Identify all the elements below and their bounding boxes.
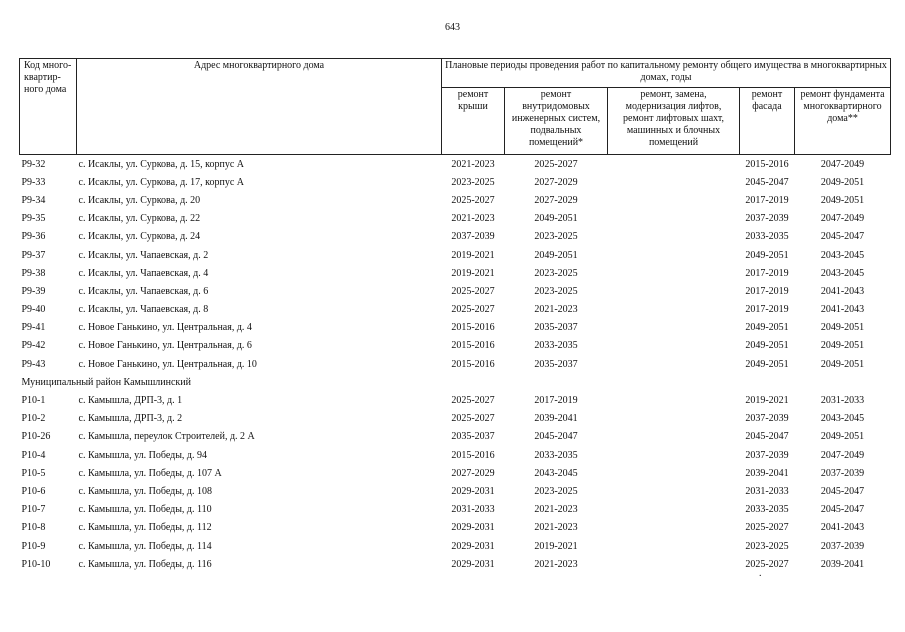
- cell-foundation: 2043-2045: [820, 267, 865, 279]
- cell-elevators: [608, 173, 740, 191]
- cell-facade: 2025-2027: [745, 558, 789, 570]
- table-row: [20, 301, 891, 319]
- cell-code: Р9-37: [21, 249, 46, 261]
- cell-engineering: 2035-2037: [534, 322, 578, 334]
- cell-address: с. Исаклы, ул. Чапаевская, д. 6: [78, 285, 209, 297]
- cell-engineering: 2045-2047: [534, 431, 578, 443]
- header-periods: Плановые периоды проведения работ по капитальному ремонту общего имущества в многоквартирных домах, годы: [442, 59, 891, 88]
- cell-address: с. Исаклы, ул. Суркова, д. 15, корпус А: [78, 158, 245, 170]
- cell-foundation: 2045-2047: [820, 504, 865, 516]
- cell-code: Р10-6: [21, 485, 46, 497]
- table-row: [20, 246, 891, 264]
- cell-address: с. Исаклы, ул. Суркова, д. 17, корпус А: [78, 176, 245, 188]
- cell-code: Р10-4: [21, 449, 46, 461]
- cell-facade: 2039-2041: [745, 467, 789, 479]
- cell-foundation: 2047-2049: [820, 158, 865, 170]
- cell-facade: 2037-2039: [745, 449, 789, 461]
- cell-engineering: 2021-2023: [534, 504, 578, 516]
- cell-code: Р10-10: [21, 558, 51, 570]
- cell-engineering: 2039-2041: [534, 413, 578, 425]
- cell-roof: 2015-2016: [451, 322, 495, 334]
- cell-address: с. Новое Ганькино, ул. Центральная, д. 10: [78, 358, 257, 370]
- cell-facade: 2049-2051: [745, 322, 789, 334]
- cell-roof: 2029-2031: [451, 485, 495, 497]
- cell-facade: 2049-2051: [745, 249, 789, 261]
- cell-engineering: 2035-2037: [534, 358, 578, 370]
- header-code: Код много-квартир-ного дома: [20, 59, 77, 155]
- cell-facade: 2045-2047: [745, 176, 789, 188]
- cell-elevators: [608, 155, 740, 174]
- cell-address: с. Исаклы, ул. Чапаевская, д. 2: [78, 249, 209, 261]
- cell-engineering: 2019-2021: [534, 540, 578, 552]
- table-row: [20, 446, 891, 464]
- cell-engineering: 2023-2025: [534, 285, 578, 297]
- cell-code: Р10-9: [21, 540, 46, 552]
- cell-elevators: [608, 482, 740, 500]
- cell-foundation: 2049-2051: [820, 431, 865, 443]
- stray-dot: .: [759, 568, 762, 579]
- table-row: [20, 537, 891, 555]
- table-row: [20, 210, 891, 228]
- cell-engineering: 2023-2025: [534, 267, 578, 279]
- cell-elevators: [608, 282, 740, 300]
- cell-facade: 2045-2047: [745, 431, 789, 443]
- cell-roof: 2025-2027: [451, 194, 495, 206]
- cell-foundation: 2041-2043: [820, 285, 865, 297]
- cell-foundation: 2043-2045: [820, 249, 865, 261]
- district-label: Муниципальный район Камышлинский: [21, 376, 191, 388]
- cell-roof: 2025-2027: [451, 285, 495, 297]
- cell-engineering: 2021-2023: [534, 522, 578, 534]
- cell-address: с. Новое Ганькино, ул. Центральная, д. 6: [78, 340, 252, 352]
- cell-foundation: 2047-2049: [820, 449, 865, 461]
- cell-address: с. Камышла, ул. Победы, д. 112: [78, 522, 212, 534]
- cell-address: с. Камышла, ул. Победы, д. 107 А: [78, 467, 222, 479]
- cell-code: Р9-35: [21, 213, 46, 225]
- cell-engineering: 2023-2025: [534, 485, 578, 497]
- cell-facade: 2017-2019: [745, 285, 789, 297]
- cell-facade: 2033-2035: [745, 231, 789, 243]
- cell-foundation: 2049-2051: [820, 194, 865, 206]
- cell-facade: 2019-2021: [745, 395, 789, 407]
- cell-address: с. Камышла, ДРП-3, д. 1: [78, 395, 183, 407]
- table-row: [20, 482, 891, 500]
- cell-address: с. Исаклы, ул. Суркова, д. 22: [78, 213, 201, 225]
- cell-code: Р10-5: [21, 467, 46, 479]
- cell-elevators: [608, 464, 740, 482]
- cell-engineering: 2033-2035: [534, 449, 578, 461]
- cell-facade: 2017-2019: [745, 267, 789, 279]
- cell-roof: 2019-2021: [451, 267, 495, 279]
- cell-engineering: 2021-2023: [534, 304, 578, 316]
- cell-code: Р9-40: [21, 304, 46, 316]
- cell-roof: 2015-2016: [451, 340, 495, 352]
- table-row: [20, 155, 891, 174]
- cell-foundation: 2037-2039: [820, 467, 865, 479]
- cell-facade: 2037-2039: [745, 413, 789, 425]
- cell-roof: 2029-2031: [451, 540, 495, 552]
- table-row: [20, 355, 891, 373]
- cell-code: Р10-26: [21, 431, 51, 443]
- cell-roof: 2023-2025: [451, 176, 495, 188]
- cell-elevators: [608, 301, 740, 319]
- cell-code: Р9-36: [21, 231, 46, 243]
- cell-facade: 2023-2025: [745, 540, 789, 552]
- cell-elevators: [608, 519, 740, 537]
- cell-address: с. Исаклы, ул. Суркова, д. 20: [78, 194, 201, 206]
- cell-foundation: 2049-2051: [820, 322, 865, 334]
- cell-foundation: 2047-2049: [820, 213, 865, 225]
- cell-elevators: [608, 246, 740, 264]
- cell-engineering: 2033-2035: [534, 340, 578, 352]
- district-row: [20, 373, 891, 391]
- cell-code: Р10-1: [21, 395, 46, 407]
- cell-roof: 2031-2033: [451, 504, 495, 516]
- header-elevators: ремонт, замена, модернизация лифтов, ремонт лифтовых шахт, машинных и блочных помещений: [608, 88, 740, 155]
- header-foundation: ремонт фундамента многоквартирного дома**: [795, 88, 891, 155]
- cell-code: Р10-7: [21, 504, 46, 516]
- table-row: [20, 428, 891, 446]
- header-roof: ремонт крыши: [442, 88, 505, 155]
- cell-foundation: 2037-2039: [820, 540, 865, 552]
- cell-foundation: 2045-2047: [820, 231, 865, 243]
- cell-address: с. Исаклы, ул. Суркова, д. 24: [78, 231, 201, 243]
- cell-address: с. Камышла, ДРП-3, д. 2: [78, 413, 183, 425]
- table-row: [20, 464, 891, 482]
- cell-roof: 2025-2027: [451, 304, 495, 316]
- table-row: [20, 501, 891, 519]
- header-facade: ремонт фасада: [740, 88, 795, 155]
- cell-foundation: 2049-2051: [820, 358, 865, 370]
- cell-foundation: 2031-2033: [820, 395, 865, 407]
- page-number: 643: [445, 22, 460, 33]
- cell-engineering: 2043-2045: [534, 467, 578, 479]
- cell-address: с. Новое Ганькино, ул. Центральная, д. 4: [78, 322, 252, 334]
- cell-code: Р9-39: [21, 285, 46, 297]
- cell-code: Р9-34: [21, 194, 46, 206]
- table-row: [20, 391, 891, 409]
- cell-facade: 2031-2033: [745, 485, 789, 497]
- cell-roof: 2035-2037: [451, 431, 495, 443]
- cell-elevators: [608, 537, 740, 555]
- cell-address: с. Камышла, ул. Победы, д. 94: [78, 449, 208, 461]
- table-row: [20, 173, 891, 191]
- cell-elevators: [608, 228, 740, 246]
- cell-foundation: 2045-2047: [820, 485, 865, 497]
- cell-roof: 2029-2031: [451, 522, 495, 534]
- cell-engineering: 2027-2029: [534, 176, 578, 188]
- cell-engineering: 2023-2025: [534, 231, 578, 243]
- cell-address: с. Камышла, переулок Строителей, д. 2 А: [78, 431, 255, 443]
- cell-elevators: [608, 410, 740, 428]
- cell-facade: 2049-2051: [745, 340, 789, 352]
- cell-roof: 2037-2039: [451, 231, 495, 243]
- cell-elevators: [608, 337, 740, 355]
- cell-elevators: [608, 355, 740, 373]
- cell-engineering: 2027-2029: [534, 194, 578, 206]
- cell-facade: 2017-2019: [745, 304, 789, 316]
- cell-code: Р9-33: [21, 176, 46, 188]
- cell-code: Р10-2: [21, 413, 46, 425]
- cell-address: с. Камышла, ул. Победы, д. 116: [78, 558, 212, 570]
- cell-engineering: 2025-2027: [534, 158, 578, 170]
- cell-engineering: 2049-2051: [534, 249, 578, 261]
- cell-elevators: [608, 501, 740, 519]
- cell-address: с. Камышла, ул. Победы, д. 114: [78, 540, 212, 552]
- cell-engineering: 2017-2019: [534, 395, 578, 407]
- cell-elevators: [608, 264, 740, 282]
- cell-code: Р9-43: [21, 358, 46, 370]
- cell-facade: 2033-2035: [745, 504, 789, 516]
- cell-roof: 2021-2023: [451, 158, 495, 170]
- cell-elevators: [608, 391, 740, 409]
- cell-roof: 2029-2031: [451, 558, 495, 570]
- table-row: [20, 191, 891, 209]
- table-row: [20, 519, 891, 537]
- cell-elevators: [608, 319, 740, 337]
- table-row: [20, 228, 891, 246]
- cell-address: с. Камышла, ул. Победы, д. 108: [78, 485, 213, 497]
- header-engineering: ремонт внутридомовых инженерных систем, подвальных помещений*: [505, 88, 608, 155]
- cell-facade: 2037-2039: [745, 213, 789, 225]
- cell-foundation: 2049-2051: [820, 340, 865, 352]
- cell-code: Р9-42: [21, 340, 46, 352]
- cell-engineering: 2021-2023: [534, 558, 578, 570]
- cell-address: с. Камышла, ул. Победы, д. 110: [78, 504, 212, 516]
- header-address: Адрес многоквартирного дома: [77, 59, 442, 155]
- table-row: [20, 337, 891, 355]
- table-row: [20, 282, 891, 300]
- cell-code: Р9-32: [21, 158, 46, 170]
- cell-roof: 2025-2027: [451, 413, 495, 425]
- cell-elevators: [608, 446, 740, 464]
- cell-facade: 2025-2027: [745, 522, 789, 534]
- cell-address: с. Исаклы, ул. Чапаевская, д. 4: [78, 267, 209, 279]
- repair-schedule-table: [19, 58, 891, 573]
- cell-roof: 2019-2021: [451, 249, 495, 261]
- cell-facade: 2017-2019: [745, 194, 789, 206]
- cell-elevators: [608, 210, 740, 228]
- cell-facade: 2049-2051: [745, 358, 789, 370]
- table-row: [20, 319, 891, 337]
- cell-facade: 2015-2016: [745, 158, 789, 170]
- cell-roof: 2021-2023: [451, 213, 495, 225]
- cell-foundation: 2039-2041: [820, 558, 865, 570]
- cell-engineering: 2049-2051: [534, 213, 578, 225]
- cell-roof: 2015-2016: [451, 358, 495, 370]
- cell-address: с. Исаклы, ул. Чапаевская, д. 8: [78, 304, 209, 316]
- cell-code: Р9-41: [21, 322, 46, 334]
- cell-roof: 2027-2029: [451, 467, 495, 479]
- table-body: [20, 155, 891, 574]
- cell-foundation: 2041-2043: [820, 522, 865, 534]
- cell-elevators: [608, 555, 740, 573]
- cell-roof: 2025-2027: [451, 395, 495, 407]
- cell-code: Р10-8: [21, 522, 46, 534]
- cell-foundation: 2049-2051: [820, 176, 865, 188]
- cell-roof: 2015-2016: [451, 449, 495, 461]
- table-row: [20, 264, 891, 282]
- cell-foundation: 2041-2043: [820, 304, 865, 316]
- cell-code: Р9-38: [21, 267, 46, 279]
- table-row: [20, 410, 891, 428]
- cell-elevators: [608, 191, 740, 209]
- cell-elevators: [608, 428, 740, 446]
- cell-foundation: 2043-2045: [820, 413, 865, 425]
